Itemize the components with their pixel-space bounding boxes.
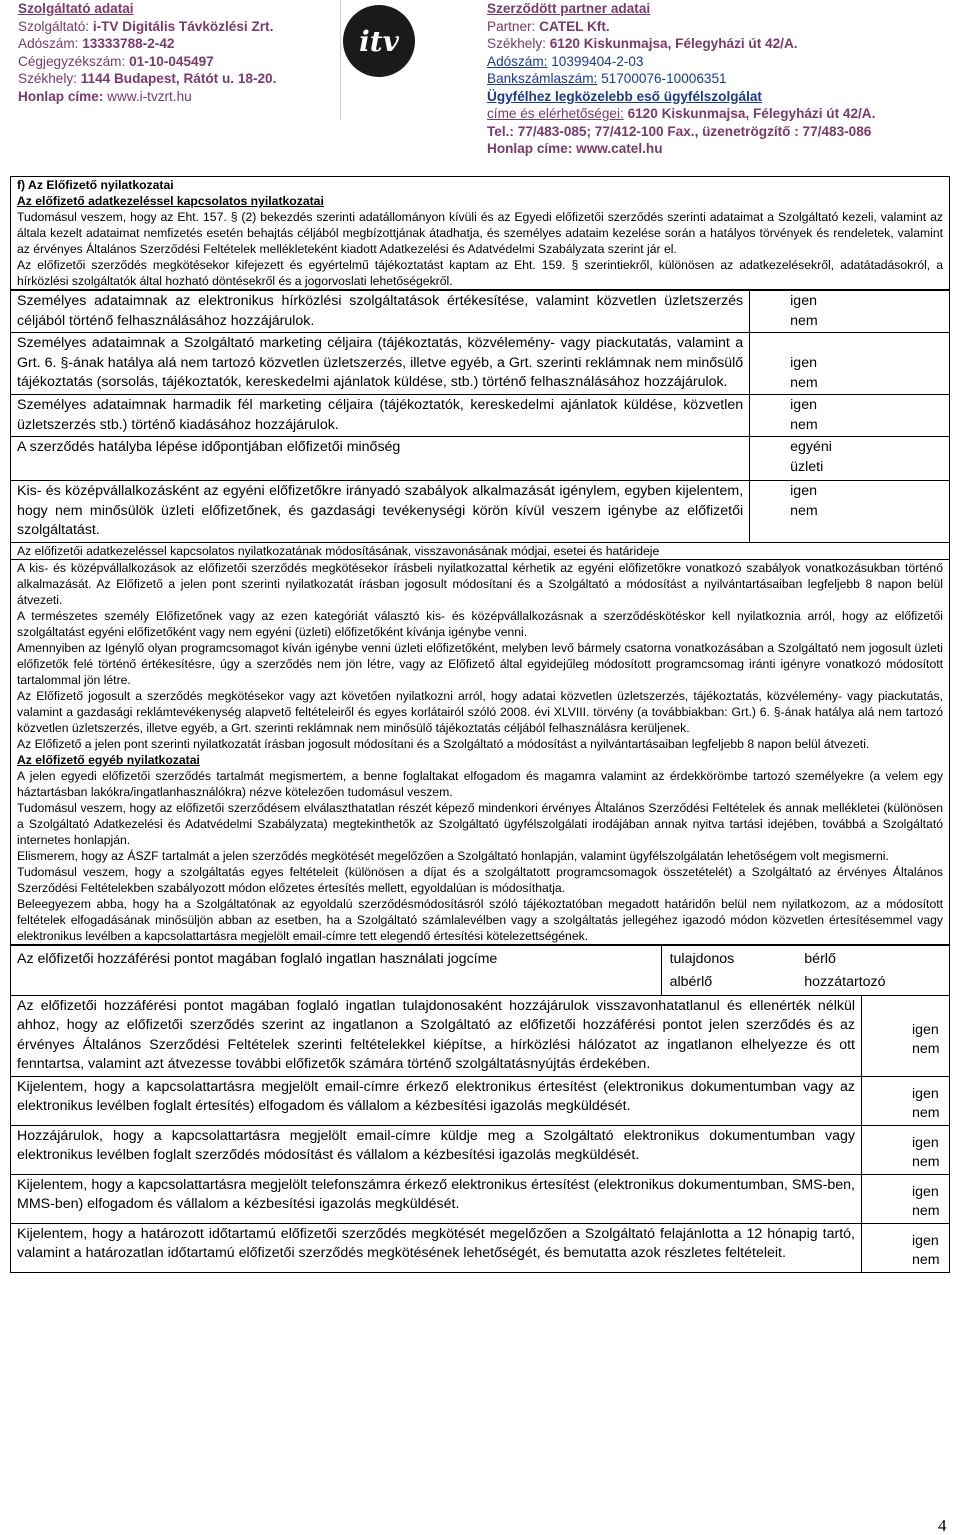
provider-seat-value: 1144 Budapest, Rátót u. 18-20.	[80, 71, 277, 86]
option-nem[interactable]: nem	[912, 1154, 940, 1170]
consent-question: Személyes adataimnak az elektronikus hírközlési szolgáltatások értékesítése, valamint közvetlen üzletszerzés céljából történő felhasználásához hozzájárulok.	[11, 291, 750, 333]
declaration-text: Az előfizetői hozzáférési pontot magában foglaló ingatlan tulajdonosaként hozzájárulok visszavonhatatlanul és ellenérték nélkül ahhoz, hogy az előfizetői szerződés szerint az ingatlanon a Szolgáltató az előfizetői hozzáférési pontot jelen szerződés és az érvényes Általános Szerződési Feltételek szerinti feltételekkel kiépítse, a hírközlési hálózatot az ingatlanon elhelyezze és ott fenntartsa, valamint azt átvezesse további előfizetők számára történő szolgáltatásnyújtás érdekében.	[11, 995, 862, 1076]
partner-web-label: Honlap címe:	[487, 141, 573, 156]
option-nem[interactable]: nem	[790, 312, 818, 329]
consent-row	[11, 395, 950, 437]
section-f-box	[10, 176, 950, 290]
consent-options[interactable]	[750, 395, 950, 437]
page-number: 4	[938, 1516, 947, 1535]
consent-question: Személyes adataimnak harmadik fél marketing céljaira (tájékoztatók, kereskedelmi ajánlatok küldése, közvetlen üzletszerzés stb.) történő kiadásához hozzájárulok.	[11, 395, 750, 437]
sme-paragraph: Az előfizetői adatkezeléssel kapcsolatos nyilatkozatának módosításának, visszavonásának módjai, esetei és határideje	[11, 543, 949, 560]
option-nem[interactable]: nem	[912, 1252, 940, 1268]
provider-web-label: Honlap címe:	[18, 88, 104, 104]
declaration-table	[10, 995, 950, 1273]
service-addr-label: címe és elérhetőségei:	[487, 106, 624, 121]
partner-seat-value: 6120 Kiskunmajsa, Félegyházi út 42/A.	[549, 36, 798, 51]
provider-title: Szolgáltató adatai	[18, 1, 134, 16]
service-phone-line: Tel.: 77/483-085; 77/412-100 Fax., üzenetrögzítő : 77/483-086	[487, 123, 872, 139]
provider-reg-value: 01-10-045497	[129, 53, 214, 69]
option-igen[interactable]: igen	[790, 355, 817, 371]
section-f-title: f) Az Előfizető nyilatkozatai	[17, 178, 174, 192]
partner-seat-label: Székhely:	[487, 36, 546, 51]
provider-info	[18, 0, 348, 105]
option-berlo[interactable]: bérlő	[804, 950, 836, 967]
consent-options[interactable]	[750, 437, 950, 481]
declaration-options[interactable]	[862, 1076, 950, 1125]
partner-tax-label: Adószám:	[487, 53, 548, 69]
other-paragraph: A jelen egyedi előfizetői szerződés tartalmát megismertem, a benne foglaltakat elfogadom és magamra valamint az érdekkörömbe tartozó személyekre (a velem egy háztartásban lakókra/ingatlanhasználókra) nézve kötelezően tudomásul veszem.	[17, 768, 943, 799]
partner-bank-label: Bankszámlaszám:	[487, 71, 598, 86]
declaration-row	[11, 1125, 950, 1174]
option-nem[interactable]: nem	[790, 502, 818, 519]
partner-info	[487, 0, 957, 158]
option-nem[interactable]: nem	[790, 374, 818, 391]
declaration-row	[11, 1076, 950, 1125]
other-paragraph: Elismerem, hogy az ÁSZF tartalmát a jelen szerződés megkötését megelőzően a Szolgáltató honlapján, valamint ügyfélszolgálatán lehetőségem volt megismerni.	[17, 848, 889, 863]
option-igen[interactable]: igen	[912, 1021, 939, 1038]
option-igen[interactable]: igen	[912, 1232, 939, 1249]
partner-web-value[interactable]: www.catel.hu	[576, 141, 663, 156]
declaration-text: Kijelentem, hogy a kapcsolattartásra megjelölt email-címre érkező elektronikus értesítést (elektronikus dokumentumban vagy az elektronikus levélben foglalt értesítés) elfogadom és vállalom a kézbesítési igazolás megküldését.	[11, 1076, 862, 1125]
other-paragraph: Tudomásul veszem, hogy az előfizetői szerződésem elválaszthatatlan részét képező mindenkori érvényes Általános Szerződési Feltételek és annak mellékletei (különösen a Szolgáltató Adatkezelési és Adatvédelmi Szabályzata) megtekinthetők az Szolgáltató ügyfélszolgálati irodájában annak nyitva tartási idejében, továbbá a Szolgáltató internetes honlapján.	[17, 800, 943, 847]
sme-paragraph: A kis- és középvállalkozások az előfizetői szerződés megkötésekor írásbeli nyilatkozattal kérhetik az egyéni előfizetőkre vonatkozó szabályok vonatkozásukban történő alkalmazását. Az Előfizető a jelen pont szerinti nyilatkozatát írásban jogosult módosítani és a Szolgáltató a módosítást a nyilvántartásaiban legfeljebb 8 napon belül átvezeti.	[17, 560, 943, 607]
section-f-subtitle: Az előfizető adatkezeléssel kapcsolatos nyilatkozatai	[17, 194, 324, 208]
ownership-question: Az előfizetői hozzáférési pontot magában foglaló ingatlan használati jogcíme	[11, 946, 662, 995]
other-paragraph: Tudomásul veszem, hogy a szolgáltatás egyes feltételeit (különösen a díjat és a szolgáltatott programcsomagok összetételét) a Szolgáltató az érvényes Általános Szerződési Feltételekben szabályozott módon előzetes értesítés mellett, egyoldalúan is módosíthatja.	[17, 864, 943, 895]
consent-question: A szerződés hatályba lépése időpontjában előfizetői minőség	[11, 437, 750, 481]
consent-table	[10, 290, 950, 543]
header-divider	[340, 0, 341, 120]
partner-title: Szerződött partner adatai	[487, 1, 651, 16]
consent-options[interactable]	[750, 481, 950, 543]
provider-tax-value: 13333788-2-42	[82, 36, 175, 51]
other-paragraph: Beleegyezem abba, hogy ha a Szolgáltatónak az egyoldalú szerződésmódosításról szóló tájékoztatóban megadott határidőn belül nem nyilatkozom, az a módosított feltételek elfogadásának minősüljön abban az esetben, ha a Szolgáltató számlalevélben vagy a szolgáltatás jellegéhez igazodó módon közvetlen értesítésemmel vagy elektronikus levélben a kapcsolattartásra megjelölt email-címre tett elegendő értesítési kötelezettségének.	[11, 896, 949, 945]
option-igen[interactable]: igen	[790, 293, 817, 309]
consent-options[interactable]	[750, 333, 950, 395]
provider-web-value[interactable]: www.i-tvzrt.hu	[107, 88, 192, 104]
sme-paragraph: Az Előfizető jogosult a szerződés megkötésekor vagy azt követően nyilatkozni arról, hogy adatai közvetlen üzletszerzés, tájékoztatás, közvélemény- vagy piackutatás, valamint a gazdasági reklámtevékenység alapvető feltételeiről és egyes korlátairól szóló 2008. évi XLVIII. törvény (a továbbiakban: Grt.) 6. §-ának hatálya alá nem tartozó közvetlen üzletszerzés, illetve egyéb, a Grt. szerinti reklámnak nem minősülő tájékoztatás céljából felhasználásra kerüljenek.	[17, 688, 943, 735]
option-igen[interactable]: igen	[912, 1134, 939, 1151]
itv-logo	[343, 5, 415, 77]
consent-question: Személyes adataimnak a Szolgáltató marketing céljaira (tájékoztatás, közvélemény- vagy piackutatás, valamint a Grt. 6. §-ának hatálya alá nem tartozó közvetlen üzletszerzés, illetve egyéb, a Grt. szerinti reklámnak nem minősülő tájékoztatás (sorsolás, tájékoztatók, kereskedelmi ajánlatok küldése, stb.) történő felhasználásához hozzájárulok.	[11, 333, 750, 395]
option-igen[interactable]: igen	[790, 397, 817, 413]
option-igen[interactable]: igen	[912, 1183, 939, 1200]
consent-row	[11, 333, 950, 395]
consent-row	[11, 291, 950, 333]
other-statements-title: Az előfizető egyéb nyilatkozatai	[17, 752, 200, 767]
section-f-paragraph: Tudomásul veszem, hogy az Eht. 157. § (2) bekezdés szerinti adatállományon kívüli és az Egyedi előfizetői szerződés szerinti adataimat a Szolgáltató kezeli, valamint az általa kezelt adataimat nemfizetés esetén behajtás céljából megbízottjának átadhatja, és személyes adataim kezelése során a hatályos törvények és rendeletek, valamint az érvényes Általános Szerződési Feltételek mellékleteként kiadott Adatkezelési és Adatvédelmi Szabályzata szerint jár el.	[17, 210, 943, 256]
option-nem[interactable]: nem	[912, 1203, 940, 1219]
declaration-options[interactable]	[862, 1125, 950, 1174]
section-f-paragraph: Az előfizetői szerződés megkötésekor kifejezett és egyértelmű tájékoztatást kaptam az Eht. 159. § szerintiekről, különösen az adatkezelésekről, adatátadásokról, a hírközlési szolgáltatók által hozható döntésekről és a jogorvoslati lehetőségekről.	[11, 257, 949, 290]
declaration-options[interactable]	[862, 995, 950, 1076]
sme-paragraph: Az Előfizető a jelen pont szerinti nyilatkozatát írásban jogosult módosítani és a Szolgáltató a módosítást a nyilvántartásaiban legfeljebb 8 napon belül átvezeti.	[17, 736, 870, 751]
logo-text: itv	[359, 24, 399, 58]
option-nem[interactable]: nem	[912, 1105, 940, 1121]
declaration-text: Hozzájárulok, hogy a kapcsolattartásra megjelölt email-címre küldje meg a Szolgáltató elektronikus dokumentumban vagy elektronikus levélben foglalt szerződés módosítást és vállalom a kézbesítési igazolás megküldését.	[11, 1125, 862, 1174]
declaration-row	[11, 995, 950, 1076]
provider-tax-label: Adószám:	[18, 36, 79, 51]
document-body	[10, 176, 950, 1273]
sme-block	[10, 543, 950, 945]
option-hozzatartozo[interactable]: hozzátartozó	[804, 974, 886, 990]
option-nem[interactable]: nem	[790, 416, 818, 433]
consent-question: Kis- és középvállalkozásként az egyéni előfizetőkre irányadó szabályok alkalmazását igénylem, egyben kijelentem, hogy nem minősülök üzleti előfizetőnek, és gazdasági tevékenységi körön kívül veszem igénybe az előfizetői szolgáltatást.	[11, 481, 750, 543]
consent-row	[11, 437, 950, 481]
provider-reg-label: Cégjegyzékszám:	[18, 53, 126, 69]
option-igen[interactable]: igen	[912, 1085, 939, 1102]
sme-paragraph: Amennyiben az Igénylő olyan programcsomagot kíván igénybe venni üzleti előfizetőként, melyben levő bármely csatorna vonatkozásában a Szolgáltató nem jogosult üzleti előfizetők felé történő értékesítésre, úgy a szerződés nem jön létre, vagy az Előfizető által egyidejűleg módosított programcsomag iránti igényre vonatkozó módosított tartalommal jön létre.	[17, 640, 943, 687]
declaration-row	[11, 1174, 950, 1223]
partner-value: CATEL Kft.	[539, 18, 610, 34]
declaration-options[interactable]	[862, 1174, 950, 1223]
sme-paragraph: A természetes személy Előfizetőnek vagy az ezen kategóriát választó kis- és középvállalkozásnak a szerződéskötéskor kell nyilatkoznia arról, hogy az előfizetői szolgáltatást egyéni előfizetőként vagy nem egyéni (üzleti) előfizetőként kívánja igénybe venni.	[17, 608, 943, 639]
ownership-row	[10, 945, 950, 996]
declaration-row	[11, 1223, 950, 1272]
option-alberlo[interactable]: albérlő	[669, 974, 713, 990]
page-header	[0, 0, 960, 165]
option-egyeni[interactable]: egyéni	[790, 439, 832, 455]
provider-seat-label: Székhely:	[18, 71, 77, 86]
service-title: Ügyfélhez legközelebb eső ügyfélszolgálat	[487, 88, 762, 104]
option-uzleti[interactable]: üzleti	[790, 458, 824, 475]
declaration-text: Kijelentem, hogy a határozott időtartamú előfizetői szerződés megkötését megelőzően a Szolgáltató felajánlotta a 12 hónapig tartó, valamint a határozatlan időtartamú előfizetői szerződés megkötésének lehetőségét, és bemutatta azok részletes feltételeit.	[11, 1223, 862, 1272]
ownership-options	[662, 946, 949, 995]
option-nem[interactable]: nem	[912, 1041, 940, 1057]
partner-tax-value: 10399404-2-03	[551, 53, 644, 69]
service-addr-value: 6120 Kiskunmajsa, Félegyházi út 42/A.	[627, 106, 876, 121]
declaration-text: Kijelentem, hogy a kapcsolattartásra megjelölt telefonszámra érkező elektronikus értesítést (elektronikus dokumentumban, SMS-ben, MMS-ben) elfogadom és vállalom a kézbesítési igazolás megküldését.	[11, 1174, 862, 1223]
provider-label: Szolgáltató:	[18, 18, 90, 34]
consent-row	[11, 481, 950, 543]
partner-label: Partner:	[487, 18, 536, 34]
consent-options[interactable]	[750, 291, 950, 333]
provider-value: i-TV Digitális Távközlési Zrt.	[92, 18, 274, 34]
partner-bank-value: 51700076-10006351	[601, 71, 727, 86]
option-igen[interactable]: igen	[790, 483, 817, 499]
option-tulajdonos[interactable]: tulajdonos	[669, 950, 735, 967]
declaration-options[interactable]	[862, 1223, 950, 1272]
